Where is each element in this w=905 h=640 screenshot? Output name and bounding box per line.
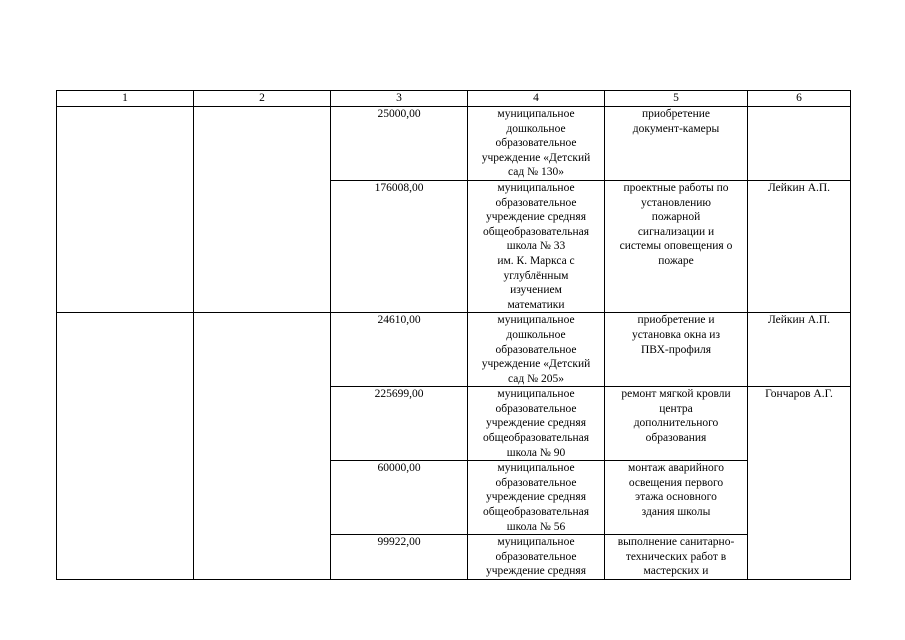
cell-text-line: сигнализации и: [637, 225, 715, 238]
cell-col1: [57, 107, 194, 313]
organization-cell: [468, 313, 605, 387]
cell-text-line: образовательное: [495, 343, 577, 356]
cell-text-line: учреждение средняя: [486, 211, 586, 224]
cell-text-line: муниципальное: [497, 462, 575, 475]
cell-text-line: пожарной: [651, 211, 701, 224]
table-row: [57, 107, 851, 181]
cell-text-line: школа № 33: [506, 240, 566, 253]
cell-text-line: мастерских и: [643, 565, 709, 578]
cell-text-line: учреждение средняя: [486, 491, 586, 504]
cell-text-line: дошкольное: [506, 122, 566, 135]
work-cell: [605, 387, 748, 461]
column-header: 2: [194, 91, 331, 107]
cell-text-line: дополнительного: [633, 417, 719, 430]
responsible-cell: Гончаров А.Г.: [748, 387, 851, 580]
work-cell: [605, 535, 748, 580]
column-header: 4: [468, 91, 605, 107]
organization-cell: [468, 535, 605, 580]
cell-text-line: документ-камеры: [632, 122, 720, 135]
responsible-cell: [748, 107, 851, 181]
page-cut-off: [0, 588, 905, 640]
cell-text-line: этажа основного: [635, 491, 717, 504]
amount-cell: 24610,00: [331, 313, 468, 387]
cell-text-line: муниципальное: [497, 314, 575, 327]
responsible-cell: Лейкин А.П.: [748, 313, 851, 387]
cell-text-line: образовательное: [495, 402, 577, 415]
cell-text-line: пожаре: [658, 254, 694, 267]
amount-cell: 99922,00: [331, 535, 468, 580]
cell-text-line: освещения первого: [628, 476, 724, 489]
cell-text-line: учреждение «Детский: [481, 358, 591, 371]
cell-text-line: приобретение и: [637, 314, 715, 327]
cell-text-line: образовательное: [495, 196, 577, 209]
cell-text-line: образования: [645, 432, 707, 445]
cell-text-line: учреждение «Детский: [481, 151, 591, 164]
cell-text-line: ремонт мягкой кровли: [621, 388, 731, 401]
cell-text-line: образовательное: [495, 550, 577, 563]
cell-col2: [194, 313, 331, 580]
amount-cell: 176008,00: [331, 180, 468, 312]
cell-text-line: проектные работы по: [623, 181, 729, 194]
cell-text-line: установка окна из: [631, 328, 721, 341]
column-header: 1: [57, 91, 194, 107]
cell-text-line: образовательное: [495, 137, 577, 150]
amount-cell: 225699,00: [331, 387, 468, 461]
cell-text-line: муниципальное: [497, 536, 575, 549]
cell-col2: [194, 107, 331, 313]
cell-text-line: учреждение средняя: [486, 565, 586, 578]
cell-text-line: дошкольное: [506, 328, 566, 341]
cell-text-line: технических работ в: [625, 550, 727, 563]
work-cell: [605, 180, 748, 312]
cell-text-line: им. К. Маркса с: [497, 254, 575, 267]
cell-text-line: выполнение санитарно-: [617, 536, 735, 549]
table-header: [57, 91, 851, 107]
organization-cell: [468, 387, 605, 461]
cell-text-line: углублённым: [503, 269, 569, 282]
cell-text-line: сад № 130»: [508, 166, 564, 179]
cell-text-line: ПВХ-профиля: [640, 343, 712, 356]
work-cell: [605, 107, 748, 181]
cell-text-line: общеобразовательная: [483, 506, 589, 519]
cell-col1: [57, 313, 194, 580]
organization-cell: [468, 107, 605, 181]
header-row: [57, 91, 851, 107]
cell-text-line: общеобразовательная: [483, 432, 589, 445]
cell-text-line: муниципальное: [497, 388, 575, 401]
organization-cell: [468, 461, 605, 535]
cell-text-line: муниципальное: [497, 108, 575, 120]
cell-text-line: монтаж аварийного: [628, 462, 724, 475]
cell-text-line: образовательное: [495, 476, 577, 489]
table-row: [57, 313, 851, 387]
cell-text-line: учреждение средняя: [486, 417, 586, 430]
cell-text-line: центра: [659, 402, 693, 415]
cell-text-line: приобретение: [641, 108, 711, 120]
column-header: 3: [331, 91, 468, 107]
work-cell: [605, 461, 748, 535]
cell-text-line: школа № 90: [506, 446, 566, 459]
column-header: 6: [748, 91, 851, 107]
cell-text-line: системы оповещения о: [619, 240, 733, 253]
cell-text-line: здания школы: [641, 506, 711, 519]
cell-text-line: общеобразовательная: [483, 225, 589, 238]
cell-text-line: изучением: [510, 284, 562, 297]
responsible-cell: Лейкин А.П.: [748, 180, 851, 312]
column-header: 5: [605, 91, 748, 107]
organization-cell: [468, 180, 605, 312]
work-cell: [605, 313, 748, 387]
amount-cell: 25000,00: [331, 107, 468, 181]
budget-table: [56, 90, 851, 580]
amount-cell: 60000,00: [331, 461, 468, 535]
cell-text-line: муниципальное: [497, 181, 575, 194]
table-body: [57, 107, 851, 580]
cell-text-line: установлению: [640, 196, 712, 209]
cell-text-line: сад № 205»: [508, 372, 564, 385]
cell-text-line: математики: [507, 298, 565, 311]
cell-text-line: школа № 56: [506, 520, 566, 533]
